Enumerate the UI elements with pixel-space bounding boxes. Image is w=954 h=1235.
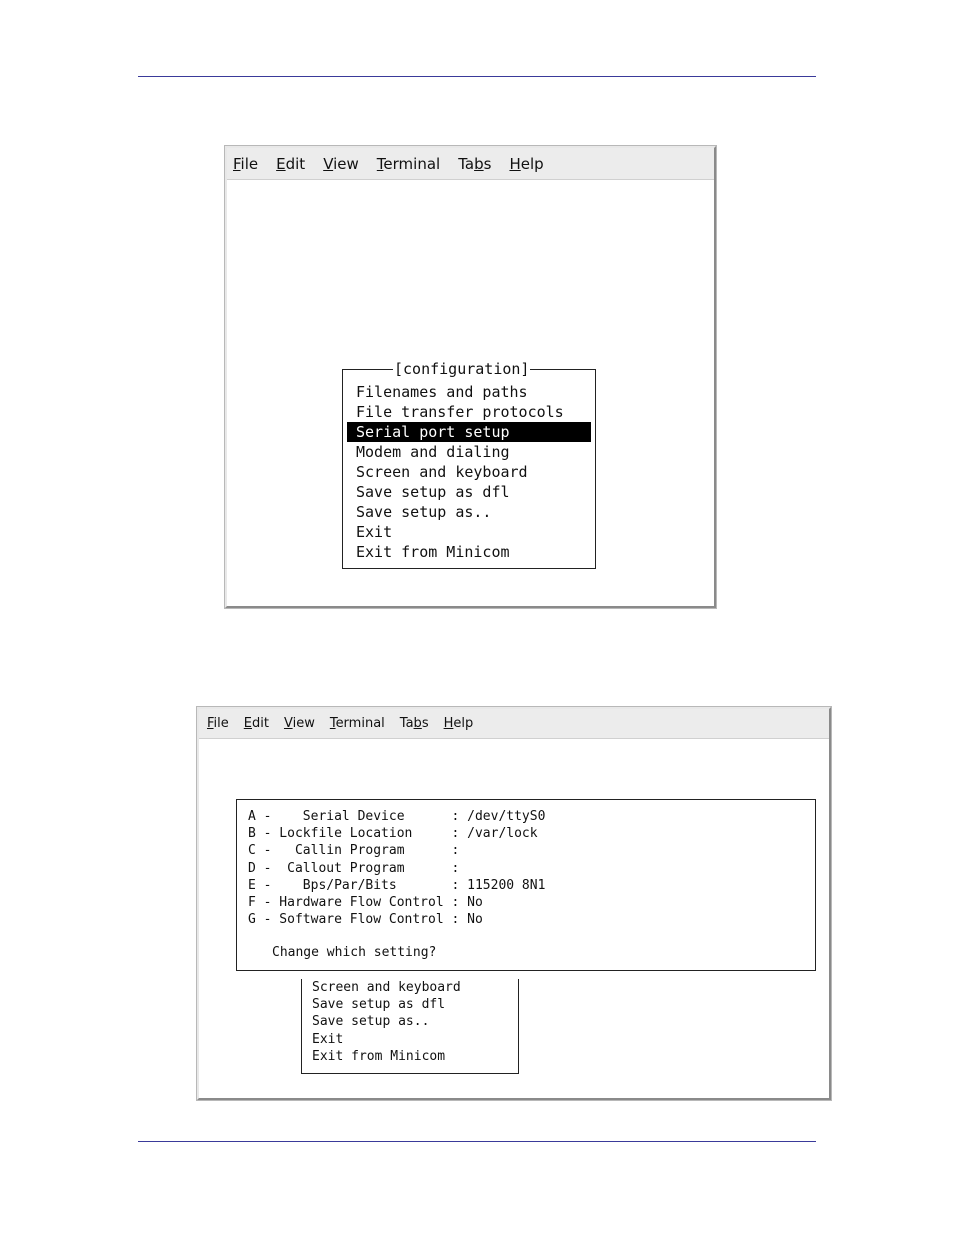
config-item-modem[interactable]: Modem and dialing — [356, 443, 510, 461]
config-item-exit[interactable]: Exit — [356, 523, 393, 541]
setting-serial-device[interactable]: A - Serial Device : /dev/ttyS0 — [248, 809, 546, 824]
configuration-menu — [342, 360, 596, 569]
partial-item-save-dfl[interactable]: Save setup as dfl — [312, 997, 446, 1013]
config-item-file-transfer[interactable]: File transfer protocols — [356, 403, 564, 421]
setting-software-flow-control[interactable]: G - Software Flow Control : No — [248, 912, 483, 928]
menu-edit[interactable]: Edit — [276, 154, 306, 173]
config-item-save-dfl[interactable]: Save setup as dfl — [356, 483, 510, 501]
menu-tabs[interactable]: Tabs — [458, 154, 492, 173]
menu-help[interactable]: Help — [443, 716, 474, 731]
partial-item-screen-keyboard[interactable]: Screen and keyboard — [312, 980, 461, 995]
partial-item-save-as[interactable]: Save setup as.. — [312, 1014, 430, 1030]
partial-configuration-menu — [301, 979, 519, 1074]
menu-file[interactable]: File — [207, 716, 229, 731]
menu-bar — [227, 148, 714, 180]
config-item-screen-keyboard[interactable]: Screen and keyboard — [356, 463, 528, 481]
configuration-menu-list — [347, 382, 591, 562]
setting-hardware-flow-control[interactable]: F - Hardware Flow Control : No — [248, 894, 483, 910]
menu-view[interactable]: View — [283, 716, 315, 731]
config-item-exit-minicom[interactable]: Exit from Minicom — [356, 543, 510, 561]
menu-help[interactable]: Help — [509, 154, 544, 173]
terminal-window-configuration — [225, 146, 716, 608]
menu-terminal[interactable]: Terminal — [376, 154, 441, 173]
menu-bar — [199, 709, 829, 739]
setting-callin-program[interactable]: C - Callin Program : — [248, 843, 460, 859]
partial-item-exit-minicom[interactable]: Exit from Minicom — [312, 1048, 446, 1064]
change-setting-prompt: Change which setting? — [272, 945, 437, 960]
config-item-save-as[interactable]: Save setup as.. — [356, 503, 492, 521]
menu-tabs[interactable]: Tabs — [399, 716, 429, 731]
config-item-serial-port-selected[interactable]: Serial port setup — [347, 422, 591, 442]
terminal-window-serial-setup — [197, 707, 831, 1100]
partial-item-exit[interactable]: Exit — [312, 1031, 344, 1047]
menu-edit[interactable]: Edit — [243, 716, 269, 731]
menu-view[interactable]: View — [323, 154, 359, 173]
setting-bps-par-bits[interactable]: E - Bps/Par/Bits : 115200 8N1 — [248, 877, 546, 893]
serial-port-setup-panel — [236, 799, 816, 971]
configuration-menu-title: [configuration] — [394, 360, 530, 378]
config-item-filenames[interactable]: Filenames and paths — [356, 383, 528, 401]
setting-callout-program[interactable]: D - Callout Program : — [248, 860, 460, 876]
partial-menu-list — [312, 979, 461, 1065]
menu-terminal[interactable]: Terminal — [329, 716, 385, 731]
footer-rule — [138, 1141, 816, 1142]
header-rule — [138, 76, 816, 77]
setting-lockfile-location[interactable]: B - Lockfile Location : /var/lock — [248, 826, 538, 842]
menu-file[interactable]: File — [233, 154, 259, 173]
serial-settings-list — [248, 808, 545, 928]
